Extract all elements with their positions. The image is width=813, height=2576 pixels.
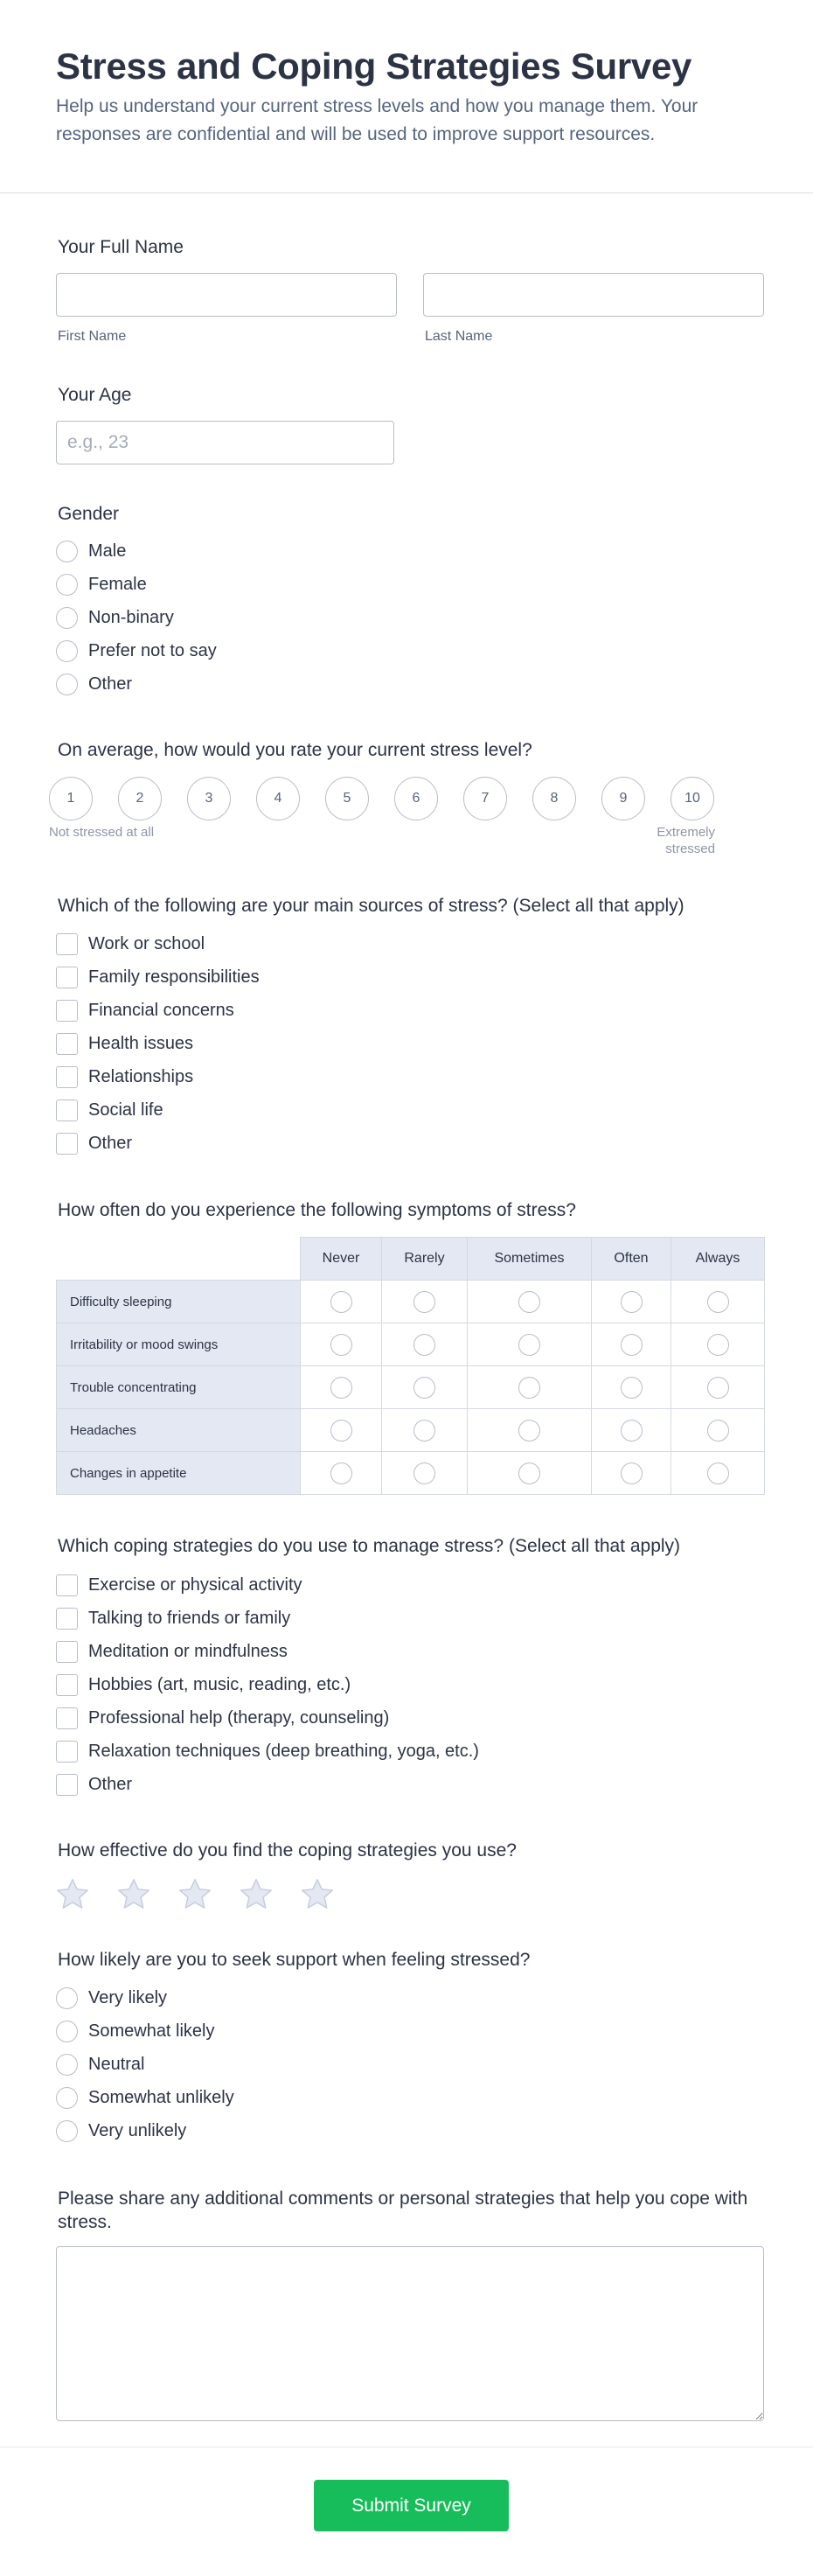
matrix-cell[interactable] (671, 1281, 765, 1323)
matrix-cell[interactable] (671, 1323, 765, 1366)
matrix-cell[interactable] (382, 1409, 468, 1452)
matrix-row-label: Headaches (57, 1409, 301, 1452)
radio-button[interactable] (621, 1463, 643, 1484)
option-label: Other (88, 1133, 133, 1153)
matrix-row (57, 1452, 765, 1495)
radio-button[interactable] (56, 2021, 78, 2042)
matrix-cell[interactable] (468, 1281, 592, 1323)
gender-option[interactable] (56, 601, 217, 634)
comments-label: Please share any additional comments or personal strategies that help you cope with stress. (58, 2189, 748, 2232)
radio-button[interactable] (707, 1334, 729, 1356)
option-label: Neutral (88, 2054, 145, 2074)
scale-option-6[interactable]: 6 (394, 777, 438, 820)
matrix-row (57, 1281, 765, 1323)
form-description: Help us understand your current stress levels and how you manage them. Your responses are confidential and will be used to improve support resources. (56, 96, 698, 144)
symptoms-label: How often do you experience the following symptoms of stress? (58, 1200, 576, 1220)
matrix-cell[interactable] (382, 1323, 468, 1366)
coping-option[interactable] (56, 1701, 479, 1735)
star-icon[interactable] (177, 1876, 213, 1913)
checkbox[interactable] (56, 1066, 78, 1088)
stress-sources-label: Which of the following are your main sources of stress? (Select all that apply) (58, 896, 684, 916)
checkbox[interactable] (56, 1741, 78, 1763)
first-name-sublabel: First Name (58, 329, 127, 344)
matrix-row-label: Difficulty sleeping (57, 1281, 301, 1323)
matrix-cell[interactable] (592, 1323, 671, 1366)
checkbox[interactable] (56, 1574, 78, 1596)
scale-option-1[interactable]: 1 (49, 777, 93, 820)
option-label: Financial concerns (88, 1000, 234, 1020)
option-label: Other (88, 674, 133, 694)
last-name-sublabel: Last Name (425, 329, 493, 344)
radio-button[interactable] (56, 574, 78, 596)
matrix-cell[interactable] (301, 1281, 382, 1323)
matrix-cell[interactable] (301, 1452, 382, 1495)
option-label: Family responsibilities (88, 967, 260, 987)
radio-button[interactable] (707, 1377, 729, 1399)
scale-min-label: Not stressed at all (49, 825, 155, 840)
coping-option[interactable] (56, 1735, 479, 1768)
star-icon[interactable] (115, 1876, 152, 1913)
option-label: Somewhat unlikely (88, 2087, 234, 2107)
scale-option-5[interactable]: 5 (325, 777, 369, 820)
coping-option[interactable] (56, 1668, 479, 1701)
matrix-cell[interactable] (468, 1366, 592, 1409)
option-label: Very likely (88, 1987, 168, 2007)
age-label: Your Age (58, 385, 132, 405)
option-label: Male (88, 541, 127, 561)
radio-button[interactable] (413, 1334, 435, 1356)
option-label: Hobbies (art, music, reading, etc.) (88, 1674, 351, 1694)
option-label: Work or school (88, 933, 205, 953)
checkbox[interactable] (56, 1608, 78, 1630)
radio-button[interactable] (413, 1420, 435, 1442)
matrix-column-header: Sometimes (468, 1238, 592, 1281)
radio-button[interactable] (707, 1463, 729, 1484)
matrix-row (57, 1409, 765, 1452)
age-input[interactable] (56, 421, 394, 464)
matrix-cell[interactable] (468, 1323, 592, 1366)
scale-option-2[interactable]: 2 (118, 777, 162, 820)
option-label: Social life (88, 1100, 163, 1120)
gender-option[interactable] (56, 667, 217, 701)
star-icon[interactable] (238, 1876, 274, 1913)
option-label: Non-binary (88, 607, 174, 627)
checkbox[interactable] (56, 933, 78, 955)
support-likelihood-label: How likely are you to seek support when feeling stressed? (58, 1950, 531, 1970)
source-option[interactable] (56, 1093, 260, 1127)
support-option[interactable] (56, 1981, 234, 2014)
checkbox[interactable] (56, 1100, 78, 1121)
radio-button[interactable] (330, 1334, 352, 1356)
matrix-row-label: Trouble concentrating (57, 1366, 301, 1409)
matrix-cell[interactable] (382, 1366, 468, 1409)
symptoms-matrix (56, 1237, 765, 1495)
form-title: Stress and Coping Strategies Survey (56, 45, 692, 87)
radio-button[interactable] (330, 1420, 352, 1442)
support-option[interactable] (56, 2014, 234, 2048)
matrix-cell[interactable] (382, 1452, 468, 1495)
radio-button[interactable] (330, 1291, 352, 1313)
full-name-label: Your Full Name (58, 237, 184, 257)
matrix-column-header: Always (671, 1238, 765, 1281)
radio-button[interactable] (621, 1291, 643, 1313)
scale-option-4[interactable]: 4 (256, 777, 300, 820)
gender-option[interactable] (56, 534, 217, 568)
stress-level-label: On average, how would you rate your current stress level? (58, 740, 532, 760)
checkbox[interactable] (56, 1000, 78, 1022)
matrix-corner (57, 1238, 301, 1281)
radio-button[interactable] (56, 640, 78, 662)
support-likelihood-options (56, 1981, 234, 2147)
source-option[interactable] (56, 1027, 260, 1060)
stress-scale (49, 777, 722, 820)
scale-option-3[interactable]: 3 (187, 777, 231, 820)
option-label: Professional help (therapy, counseling) (88, 1707, 390, 1728)
radio-button[interactable] (518, 1377, 540, 1399)
option-label: Female (88, 574, 147, 594)
scale-option-9[interactable]: 9 (601, 777, 645, 820)
matrix-cell[interactable] (592, 1452, 671, 1495)
scale-max-label: Extremely stressed (657, 825, 715, 856)
matrix-row-label: Irritability or mood swings (57, 1323, 301, 1366)
radio-button[interactable] (707, 1291, 729, 1313)
matrix-column-header: Often (592, 1238, 671, 1281)
support-option[interactable] (56, 2114, 234, 2147)
source-option[interactable] (56, 927, 260, 960)
matrix-row-label: Changes in appetite (57, 1452, 301, 1495)
radio-button[interactable] (621, 1377, 643, 1399)
matrix-column-header: Rarely (382, 1238, 468, 1281)
star-rating (54, 1876, 336, 1916)
radio-button[interactable] (413, 1463, 435, 1484)
coping-option[interactable] (56, 1635, 479, 1668)
coping-option[interactable] (56, 1602, 479, 1635)
matrix-column-header: Never (301, 1238, 382, 1281)
option-label: Talking to friends or family (88, 1608, 291, 1628)
checkbox[interactable] (56, 967, 78, 988)
radio-button[interactable] (707, 1420, 729, 1442)
matrix-row (57, 1366, 765, 1409)
checkbox[interactable] (56, 1674, 78, 1696)
gender-label: Gender (58, 504, 120, 524)
submit-button[interactable]: Submit Survey (314, 2480, 509, 2531)
radio-button[interactable] (518, 1463, 540, 1484)
radio-button[interactable] (330, 1377, 352, 1399)
option-label: Meditation or mindfulness (88, 1641, 288, 1661)
radio-button[interactable] (330, 1463, 352, 1484)
form-header (0, 0, 813, 193)
radio-button[interactable] (621, 1334, 643, 1356)
source-option[interactable] (56, 994, 260, 1027)
checkbox[interactable] (56, 1641, 78, 1663)
matrix-cell[interactable] (468, 1452, 592, 1495)
scale-option-7[interactable]: 7 (463, 777, 507, 820)
matrix-cell[interactable] (671, 1452, 765, 1495)
gender-option[interactable] (56, 568, 217, 601)
last-name-input[interactable] (423, 273, 764, 317)
support-option[interactable] (56, 2081, 234, 2114)
option-label: Health issues (88, 1033, 194, 1053)
matrix-cell[interactable] (468, 1409, 592, 1452)
matrix-cell[interactable] (382, 1281, 468, 1323)
radio-button[interactable] (56, 1987, 78, 2009)
first-name-input[interactable] (56, 273, 397, 317)
checkbox[interactable] (56, 1033, 78, 1055)
scale-option-10[interactable]: 10 (671, 777, 714, 820)
coping-option[interactable] (56, 1768, 479, 1801)
star-icon[interactable] (299, 1876, 336, 1913)
option-label: Prefer not to say (88, 640, 217, 660)
checkbox[interactable] (56, 1707, 78, 1729)
stress-sources-options (56, 927, 260, 1160)
option-label: Relationships (88, 1066, 194, 1086)
radio-button[interactable] (518, 1420, 540, 1442)
matrix-cell[interactable] (301, 1366, 382, 1409)
option-label: Somewhat likely (88, 2021, 215, 2041)
option-label: Relaxation techniques (deep breathing, yoga, etc.) (88, 1741, 479, 1761)
comments-textarea[interactable] (56, 2246, 764, 2421)
coping-option[interactable] (56, 1568, 479, 1602)
scale-option-8[interactable]: 8 (532, 777, 576, 820)
option-label: Other (88, 1774, 133, 1794)
radio-button[interactable] (56, 2054, 78, 2076)
source-option[interactable] (56, 1127, 260, 1160)
option-label: Exercise or physical activity (88, 1574, 302, 1595)
matrix-cell[interactable] (592, 1281, 671, 1323)
coping-strategies-label: Which coping strategies do you use to manage stress? (Select all that apply) (58, 1536, 681, 1556)
matrix-row (57, 1323, 765, 1366)
gender-options (56, 534, 217, 701)
gender-option[interactable] (56, 634, 217, 667)
radio-button[interactable] (413, 1377, 435, 1399)
support-option[interactable] (56, 2048, 234, 2081)
matrix-cell[interactable] (592, 1366, 671, 1409)
matrix-cell[interactable] (671, 1366, 765, 1409)
coping-strategies-options (56, 1568, 479, 1801)
radio-button[interactable] (56, 2120, 78, 2142)
checkbox[interactable] (56, 1133, 78, 1155)
radio-button[interactable] (56, 2087, 78, 2109)
radio-button[interactable] (518, 1291, 540, 1313)
source-option[interactable] (56, 1060, 260, 1093)
radio-button[interactable] (56, 607, 78, 629)
radio-button[interactable] (413, 1291, 435, 1313)
radio-button[interactable] (56, 674, 78, 695)
radio-button[interactable] (621, 1420, 643, 1442)
matrix-cell[interactable] (301, 1323, 382, 1366)
matrix-cell[interactable] (592, 1409, 671, 1452)
matrix-cell[interactable] (301, 1409, 382, 1452)
matrix-cell[interactable] (671, 1409, 765, 1452)
source-option[interactable] (56, 960, 260, 994)
checkbox[interactable] (56, 1774, 78, 1796)
option-label: Very unlikely (88, 2120, 187, 2140)
radio-button[interactable] (518, 1334, 540, 1356)
star-icon[interactable] (54, 1876, 91, 1913)
radio-button[interactable] (56, 541, 78, 562)
effectiveness-label: How effective do you find the coping strategies you use? (58, 1840, 517, 1860)
